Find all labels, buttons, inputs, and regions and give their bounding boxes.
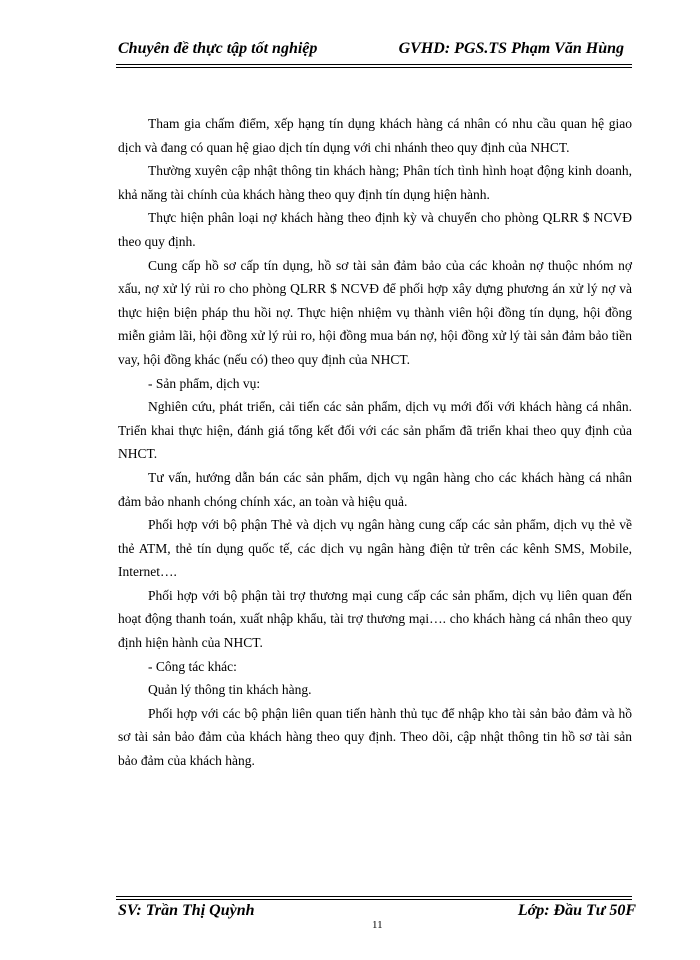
header-advisor: GVHD: PGS.TS Phạm Văn Hùng — [398, 40, 624, 57]
document-body — [118, 112, 632, 773]
header-rule — [116, 64, 632, 68]
footer-student: SV: Trần Thị Quỳnh — [118, 902, 255, 919]
section-heading: - Sản phẩm, dịch vụ: — [148, 375, 261, 391]
page-number: 11 — [372, 919, 383, 931]
paragraph: Phối hợp với bộ phận tài trợ thương mại cung cấp các sản phẩm, dịch vụ liên quan đến hoạt động thanh toán, xuất nhập khẩu, tài trợ thương mại…. cho khách hàng cá nhân theo quy định hiện hành của NHCT. — [118, 587, 632, 651]
paragraph: Cung cấp hồ sơ cấp tín dụng, hồ sơ tài sản đảm bảo của các khoản nợ thuộc nhóm nợ xấu, nợ xử lý rủi ro cho phòng QLRR $ NCVĐ để phối hợp xây dựng phương án xử lý nợ và thực hiện biện pháp thu hồi nợ. Thực hiện nhiệm vụ thành viên hội đồng tín dụng, hội đồng miễn giảm lãi, hội đồng xử lý rủi ro, hội đồng mua bán nợ, hội đồng xử lý tài sản đảm bảo tiền vay, hội đồng khác (nếu có) theo quy định của NHCT. — [118, 257, 632, 367]
paragraph: Thực hiện phân loại nợ khách hàng theo định kỳ và chuyển cho phòng QLRR $ NCVĐ theo quy định. — [118, 210, 632, 249]
paragraph: Nghiên cứu, phát triển, cải tiến các sản phẩm, dịch vụ mới đối với khách hàng cá nhân. Triển khai thực hiện, đánh giá tổng kết đối với các sản phẩm đã triển khai theo quy định của NHCT. — [118, 399, 632, 462]
header-title: Chuyên đề thực tập tốt nghiệp — [118, 40, 318, 57]
paragraph: Phối hợp với các bộ phận liên quan tiến hành thủ tục để nhập kho tài sản bảo đảm và hồ sơ tài sản bảo đảm của khách hàng theo quy định. Theo dõi, cập nhật thông tin hồ sơ tài sản bảo đảm của khách hàng. — [118, 705, 632, 769]
footer-class: Lớp: Đầu Tư 50F — [517, 902, 636, 919]
paragraph: Thường xuyên cập nhật thông tin khách hàng; Phân tích tình hình hoạt động kinh doanh, khả năng tài chính của khách hàng theo quy định tín dụng hiện hành. — [118, 163, 632, 202]
paragraph: Tham gia chấm điểm, xếp hạng tín dụng khách hàng cá nhân có nhu cầu quan hệ giao dịch và đang có quan hệ giao dịch tín dụng với chi nhánh theo quy định của NHCT. — [118, 116, 632, 155]
paragraph: Quản lý thông tin khách hàng. — [148, 682, 312, 698]
footer-rule — [116, 896, 632, 900]
section-heading: - Công tác khác: — [148, 658, 237, 674]
paragraph: Tư vấn, hướng dẫn bán các sản phẩm, dịch vụ ngân hàng cho các khách hàng cá nhân đảm bảo nhanh chóng chính xác, an toàn và hiệu quả. — [118, 469, 632, 509]
paragraph: Phối hợp với bộ phận Thẻ và dịch vụ ngân hàng cung cấp các sản phẩm, dịch vụ thẻ về thẻ ATM, thẻ tín dụng quốc tế, các dịch vụ ngân hàng điện tử trên các kênh SMS, Mobile, Internet…. — [118, 517, 632, 580]
